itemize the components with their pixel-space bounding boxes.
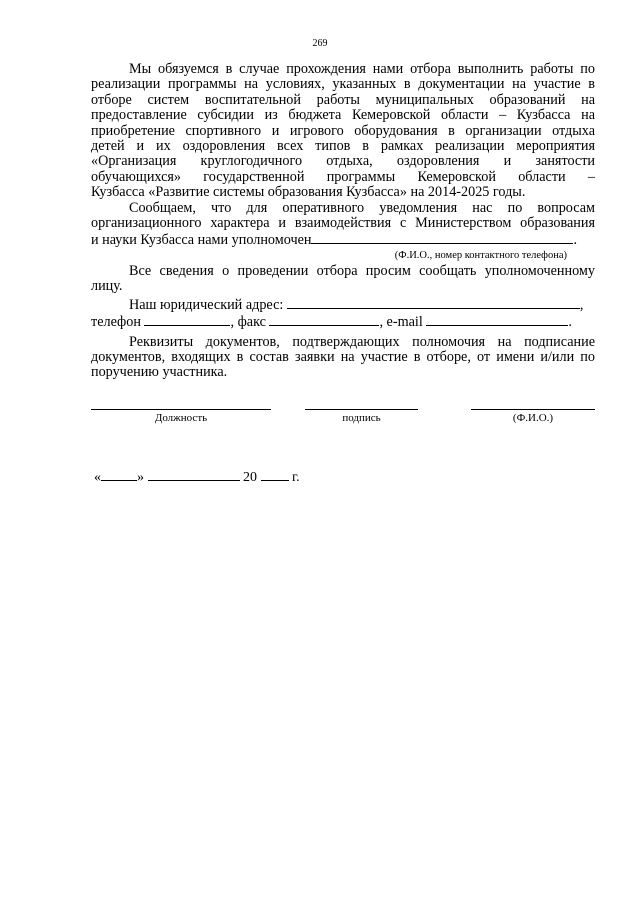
letter-body bbox=[91, 62, 595, 381]
paragraph-line: организационного характера и взаимодействия с Министерством образования bbox=[91, 215, 595, 232]
phone-blank[interactable] bbox=[144, 313, 230, 326]
open-quote: « bbox=[94, 470, 101, 485]
paragraph-line: обучающихся» государственной программы Кемеровской области – bbox=[91, 168, 595, 185]
email-blank[interactable] bbox=[426, 313, 568, 326]
signature-block bbox=[91, 409, 595, 439]
punctuation: . bbox=[573, 232, 578, 249]
contacts-line bbox=[91, 313, 595, 330]
authorized-person-line bbox=[91, 231, 595, 248]
authorized-person-paragraph bbox=[91, 201, 595, 261]
paragraph-line: Сообщаем, что для оперативного уведомления нас по вопросам bbox=[129, 199, 595, 216]
paragraph-line: поручению участника. bbox=[91, 364, 228, 381]
authorized-person-blank[interactable] bbox=[311, 231, 573, 244]
page-number: 269 bbox=[312, 38, 328, 49]
paragraph-line: Мы обязуемся в случае прохождения нами отбора выполнить работы по bbox=[129, 61, 595, 77]
address-row bbox=[91, 296, 595, 313]
month-blank[interactable] bbox=[148, 468, 240, 481]
paragraph-line: предоставление субсидии из бюджета Кемеровской области – Кузбасса на bbox=[91, 107, 595, 124]
address-blank[interactable] bbox=[287, 296, 580, 309]
punctuation: . bbox=[568, 314, 572, 331]
signature-caption: подпись bbox=[342, 412, 381, 424]
paragraph-line: приобретение спортивного и игрового оборудования в организации отдыха bbox=[91, 122, 595, 139]
date-line bbox=[94, 468, 300, 486]
close-quote: » bbox=[137, 470, 144, 485]
paragraph-line: Реквизиты документов, подтверждающих полномочия на подписание bbox=[129, 333, 595, 350]
full-name-caption: (Ф.И.О.) bbox=[512, 412, 554, 424]
paragraph-line: Кузбасса «Развитие системы образования Кузбасса» на 2014-2025 годы. bbox=[91, 184, 526, 201]
authorized-person-caption: (Ф.И.О., номер контактного телефона) bbox=[394, 249, 567, 261]
year-suffix: г. bbox=[292, 470, 300, 485]
signature-field[interactable] bbox=[305, 409, 418, 424]
position-field[interactable] bbox=[91, 409, 271, 424]
day-blank[interactable] bbox=[101, 468, 137, 481]
commitment-paragraph bbox=[91, 62, 595, 201]
address-line bbox=[91, 296, 595, 313]
paragraph-line: реализации программы на условиях, указанных в документации на участие в bbox=[91, 76, 595, 93]
paragraph-line: Все сведения о проведении отбора просим сообщать уполномоченному bbox=[129, 262, 595, 279]
paragraph-line: и науки Кузбасса нами уполномочен bbox=[91, 232, 312, 249]
address-label: Наш юридический адрес: bbox=[129, 296, 284, 313]
phone-label: телефон bbox=[91, 314, 141, 331]
year-prefix: 20 bbox=[243, 470, 257, 485]
paragraph-line: лицу. bbox=[91, 278, 123, 295]
contacts-row bbox=[91, 313, 595, 330]
position-caption: Должность bbox=[154, 412, 208, 424]
year-blank[interactable] bbox=[261, 468, 289, 481]
requisites-paragraph bbox=[91, 335, 595, 381]
punctuation: , bbox=[579, 296, 584, 313]
paragraph-line: «Организация круглогодичного отдыха, оздоровления и занятости bbox=[91, 153, 595, 170]
paragraph-line: отборе систем воспитательной работы муниципальных образований на bbox=[91, 91, 595, 108]
fax-blank[interactable] bbox=[269, 313, 379, 326]
paragraph-line: документов, входящих в состав заявки на участие в отборе, от имени и/или по bbox=[91, 348, 595, 365]
paragraph-line: детей и их оздоровления всех типов в рамках реализации мероприятия bbox=[91, 138, 595, 155]
notification-paragraph bbox=[91, 264, 595, 295]
email-label: , e-mail bbox=[379, 314, 423, 331]
full-name-field[interactable] bbox=[471, 409, 595, 424]
fax-label: , факс bbox=[230, 314, 266, 331]
